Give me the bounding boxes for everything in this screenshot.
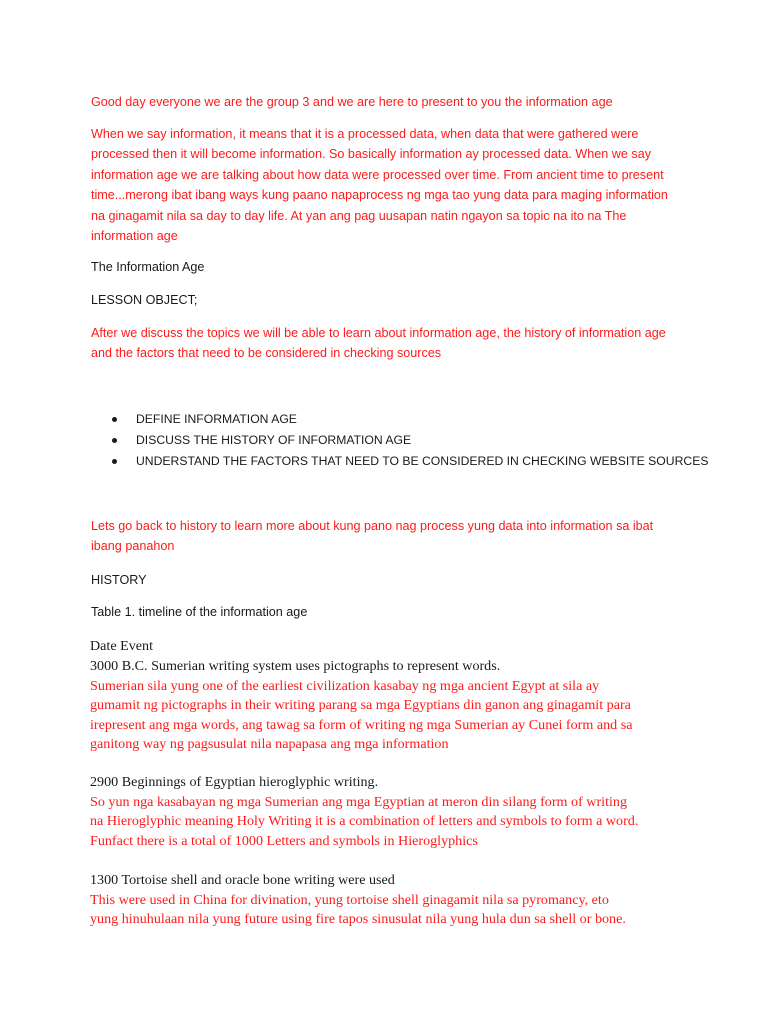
timeline-note: So yun nga kasabayan ng mga Sumerian ang mga Egyptian at meron din silang form of writing <box>90 793 628 810</box>
objectives-list <box>110 409 708 472</box>
timeline-entry <box>90 773 700 851</box>
list-item: DISCUSS THE HISTORY OF INFORMATION AGE <box>110 430 708 451</box>
timeline-entry <box>90 657 700 755</box>
timeline-entry <box>90 871 700 930</box>
timeline-event: 1300 Tortoise shell and oracle bone writing were used <box>90 872 395 888</box>
bullet-icon <box>112 459 117 464</box>
bullet-icon <box>112 438 117 443</box>
timeline-note: na Hieroglyphic meaning Holy Writing it is a combination of letters and symbols to form a word. <box>90 813 639 830</box>
timeline-note: This were used in China for divination, yung tortoise shell ginagamit nila sa pyromancy, eto <box>90 891 609 908</box>
greeting-text: Good day everyone we are the group 3 and we are here to present to you the information age <box>91 95 613 109</box>
list-item: DEFINE INFORMATION AGE <box>110 409 708 430</box>
objective-paragraph <box>91 323 691 364</box>
paragraph-line: and the factors that need to be considered in checking sources <box>91 346 442 361</box>
section-title: The Information Age <box>91 260 205 274</box>
paragraph-line: information age we are talking about how data were processed over time. From ancient time to present <box>91 167 664 182</box>
paragraph-line: time...merong ibat ibang ways kung paano napaprocess ng mga tao yung data para maging information <box>91 188 668 203</box>
timeline-note: Sumerian sila yung one of the earliest civilization kasabay ng mga ancient Egypt at sila ay <box>90 677 600 694</box>
timeline-event: 3000 B.C. Sumerian writing system uses pictographs to represent words. <box>90 658 501 674</box>
list-item: UNDERSTAND THE FACTORS THAT NEED TO BE CONSIDERED IN CHECKING WEBSITE SOURCES <box>110 451 708 472</box>
paragraph-line: ibang panahon <box>91 539 175 554</box>
lesson-object-label: LESSON OBJECT; <box>91 293 198 307</box>
timeline-note: ganitong way ng pagsusulat nila napapasa ang mga information <box>90 736 449 753</box>
paragraph-line: Lets go back to history to learn more about kung pano nag process yung data into information sa ibat <box>91 519 654 533</box>
history-label: HISTORY <box>91 573 147 587</box>
timeline-note: irepresent ang mga words, ang tawag sa form of writing ng mga Sumerian ay Cunei form and sa <box>90 716 633 733</box>
timeline-note: yung hinuhulaan nila yung future using fire tapos sinusulat nila yung hula dun sa shell or bone. <box>90 911 626 928</box>
paragraph-line: na ginagamit nila sa day to day life. At yan ang pag uusapan natin ngayon sa topic na ito na The <box>91 208 627 223</box>
table-caption: Table 1. timeline of the information age <box>91 605 308 619</box>
paragraph-line: processed then it will become information. So basically information ay processed data. When we say <box>91 147 651 162</box>
intro-paragraph <box>91 124 691 246</box>
table-header: Date Event <box>90 638 154 654</box>
timeline-note: Funfact there is a total of 1000 Letters and symbols in Hieroglyphics <box>90 832 478 849</box>
history-intro <box>91 516 691 557</box>
timeline-event: 2900 Beginnings of Egyptian hieroglyphic writing. <box>90 774 379 790</box>
timeline-note: gumamit ng pictographs in their writing parang sa mga Egyptians din ganon ang ginagamit para <box>90 697 631 714</box>
paragraph-line: information age <box>91 229 178 244</box>
paragraph-line: When we say information, it means that it is a processed data, when data that were gathered were <box>91 127 639 141</box>
paragraph-line: After we discuss the topics we will be able to learn about information age, the history of information age <box>91 326 666 340</box>
bullet-icon <box>112 417 117 422</box>
